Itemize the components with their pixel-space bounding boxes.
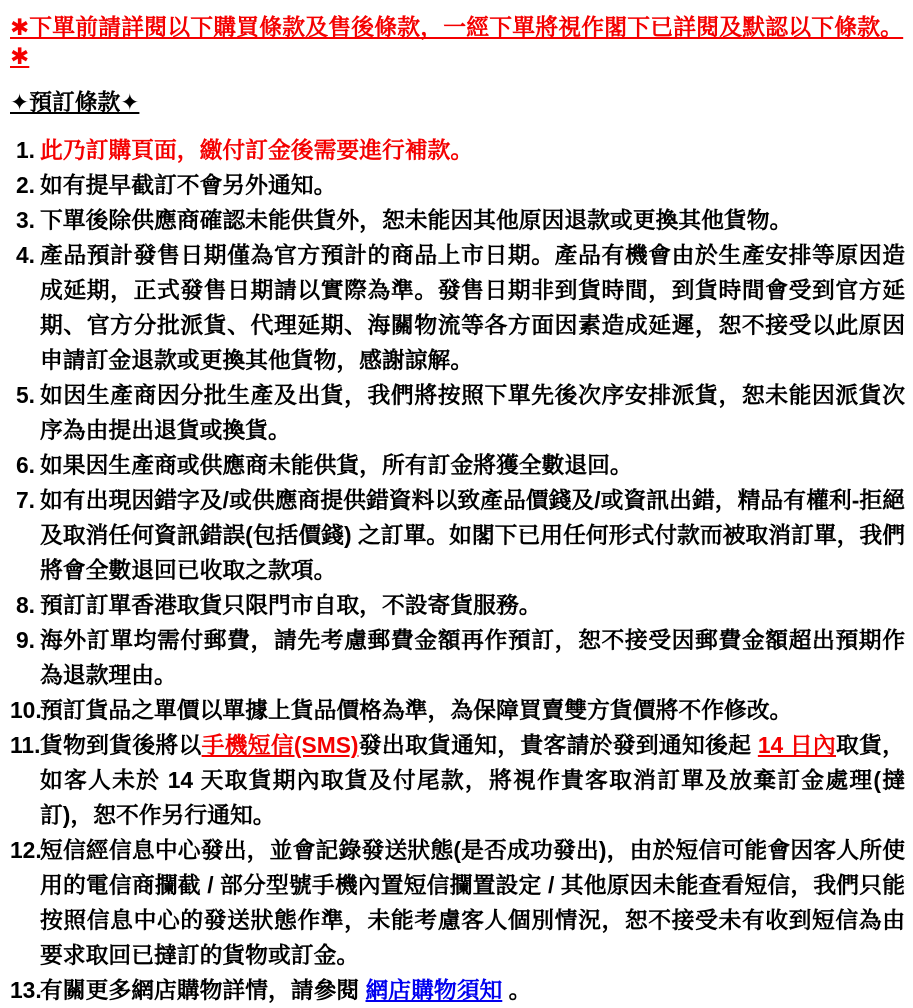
text-segment: 短信經信息中心發出，並會記錄發送狀態(是否成功發出)，由於短信可能會因客人所使用的電信商攔截 / 部分型號手機內置短信攔置設定 / 其他原因未能查看短信，我們只能按照信息中心的發送狀態作準，未能考慮客人個別情況，恕不接受未有收到短信為由要求取回已撻訂的貨物或訂金。 [40, 837, 905, 968]
highlighted-text: 手機短信(SMS) [201, 732, 359, 758]
term-text [40, 693, 905, 728]
term-number: 11. [10, 732, 41, 758]
term-text [40, 378, 905, 448]
term-text [40, 728, 905, 833]
text-segment: 如果因生產商或供應商未能供貨，所有訂金將獲全數退回。 [40, 452, 633, 478]
term-text [40, 973, 905, 1008]
text-segment: 如因生產商因分批生產及出貨，我們將按照下單先後次序安排派貨，恕未能因派貨次序為由提出退貨或換貨。 [40, 382, 905, 443]
term-number: 13. [10, 977, 42, 1003]
term-item-12 [10, 833, 905, 973]
term-item-3 [10, 203, 905, 238]
term-number: 8. [16, 592, 36, 618]
term-item-2 [10, 168, 905, 203]
text-segment: 有關更多網店購物詳情，請參閱 [40, 977, 366, 1003]
term-number: 9. [16, 627, 36, 653]
term-item-7 [10, 483, 905, 588]
text-segment: 海外訂單均需付郵費，請先考慮郵費金額再作預訂，恕不接受因郵費金額超出預期作為退款理由。 [40, 627, 905, 688]
term-text [40, 623, 905, 693]
terms-list [10, 133, 905, 1008]
term-number: 3. [16, 207, 36, 233]
text-segment: 下單後除供應商確認未能供貨外，恕未能因其他原因退款或更換其他貨物。 [40, 207, 793, 233]
section-title: ✦預訂條款✦ [10, 89, 140, 115]
term-text [40, 238, 905, 378]
term-number: 10. [10, 697, 42, 723]
term-item-10 [10, 693, 905, 728]
red-text: 此乃訂購頁面，繳付訂金後需要進行補款。 [40, 137, 474, 163]
term-number: 12. [10, 837, 42, 863]
term-item-8 [10, 588, 905, 623]
term-text [40, 483, 905, 588]
term-item-6 [10, 448, 905, 483]
term-text [40, 588, 905, 623]
term-text [40, 448, 905, 483]
highlighted-text: 14 日內 [757, 732, 837, 758]
text-segment: 預訂貨品之單價以單據上貨品價格為準，為保障買賣雙方貨價將不作修改。 [40, 697, 793, 723]
shop-guide-link[interactable]: 網店購物須知 [365, 977, 503, 1003]
term-item-1 [10, 133, 905, 168]
term-text [40, 833, 905, 973]
text-segment: 如有提早截訂不會另外通知。 [40, 172, 337, 198]
term-item-4 [10, 238, 905, 378]
term-number: 1. [16, 137, 36, 163]
term-text [40, 203, 905, 238]
text-segment: 取貨，如客人未於 14 天取貨期內取貨及付尾款，將視作貴客取消訂單及放棄訂金處理(撻訂)，恕不作另行通知。 [40, 732, 905, 828]
text-segment: 。 [502, 977, 532, 1003]
term-number: 5. [16, 382, 36, 408]
term-item-11 [10, 728, 905, 833]
term-number: 4. [16, 242, 36, 268]
term-text [40, 168, 905, 203]
text-segment: 預訂訂單香港取貨只限門市自取，不設寄貨服務。 [40, 592, 542, 618]
term-item-5 [10, 378, 905, 448]
term-item-9 [10, 623, 905, 693]
term-number: 7. [16, 487, 36, 513]
text-segment: 產品預計發售日期僅為官方預計的商品上市日期。產品有機會由於生產安排等原因造成延期，正式發售日期請以實際為準。發售日期非到貨時間，到貨時間會受到官方延期、官方分批派貨、代理延期、海關物流等各方面因素造成延遲，恕不接受以此原因申請訂金退款或更換其他貨物，感謝諒解。 [40, 242, 905, 373]
text-segment: 如有出現因錯字及/或供應商提供錯資料以致產品價錢及/或資訊出錯，精品有權利-拒絕及取消任何資訊錯誤(包括價錢) 之訂單。如閣下已用任何形式付款而被取消訂單，我們將會全數退回已收取之款項。 [40, 487, 906, 583]
pre-order-warning-header: ✱下單前請詳閱以下購買條款及售後條款，一經下單將視作閣下已詳閱及默認以下條款。✱ [10, 14, 904, 69]
term-number: 6. [16, 452, 36, 478]
text-segment: 貨物到貨後將以 [40, 732, 202, 758]
term-item-13 [10, 973, 905, 1008]
text-segment: 發出取貨通知，貴客請於發到通知後起 [358, 732, 758, 758]
term-text [40, 133, 905, 168]
term-number: 2. [16, 172, 36, 198]
